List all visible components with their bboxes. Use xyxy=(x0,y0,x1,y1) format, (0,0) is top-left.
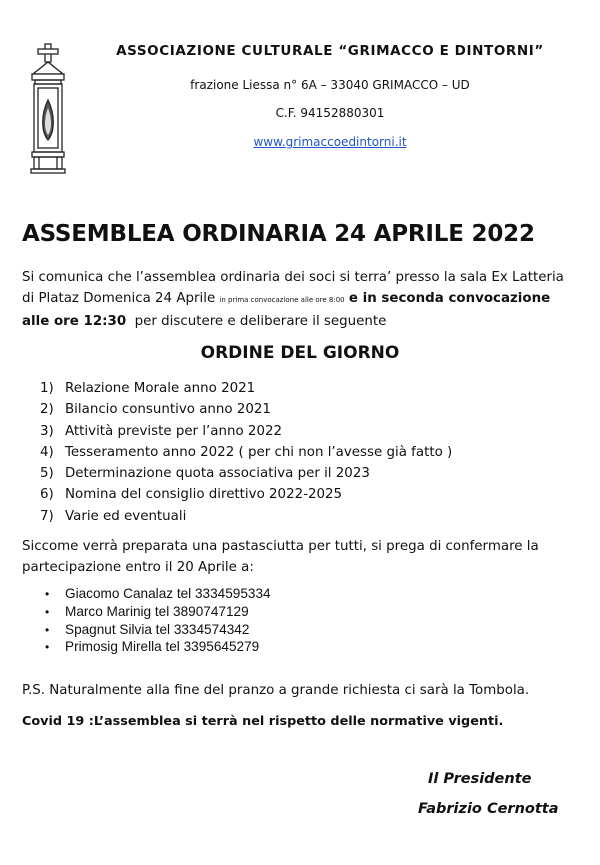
list-item xyxy=(40,484,452,505)
item-number: 2) xyxy=(40,402,54,418)
org-address: frazione Liessa n° 6A – 33040 GRIMACCO – UD xyxy=(190,78,470,92)
item-number: 1) xyxy=(40,381,54,396)
lunch-note: Siccome verrà preparata una pastasciutta per tutti, si prega di confermare la partecipazione entro il 20 Aprile a: xyxy=(22,539,539,575)
bullet-icon: • xyxy=(45,587,50,601)
item-text: Nomina del consiglio direttivo 2022-2025 xyxy=(65,487,343,503)
list-item xyxy=(40,442,452,463)
list-item xyxy=(40,421,452,442)
item-text: Attività previste per l’anno 2022 xyxy=(65,423,283,439)
signature-role: Il Presidente xyxy=(428,771,532,787)
item-text: Relazione Morale anno 2021 xyxy=(65,381,256,396)
contact-text: Spagnut Silvia tel 3334574342 xyxy=(65,621,250,637)
item-number: 4) xyxy=(40,444,54,460)
list-item xyxy=(40,399,452,420)
intro-paragraph xyxy=(22,267,578,332)
list-item xyxy=(40,506,452,527)
contact-text: Marco Marinig tel 3890747129 xyxy=(65,603,249,619)
contact-text: Giacomo Canalaz tel 3334595334 xyxy=(65,586,271,601)
agenda-title: ORDINE DEL GIORNO xyxy=(200,343,400,363)
org-name: ASSOCIAZIONE CULTURALE “GRIMACCO E DINTORNI” xyxy=(116,43,544,59)
bullet-icon: • xyxy=(45,640,50,655)
contact-text: Primosig Mirella tel 3395645279 xyxy=(65,639,260,655)
item-number: 3) xyxy=(40,423,54,439)
tax-code: C.F. 94152880301 xyxy=(275,106,385,120)
list-item xyxy=(45,638,271,656)
list-item xyxy=(40,378,452,399)
intro-text: Si comunica che l’assemblea ordinaria dei soci si terra’ presso la sala Ex Latteria di Plataz Domenica 24 Aprile xyxy=(22,270,564,306)
list-item xyxy=(40,463,452,484)
second-call-text: e in seconda convocazione alle ore 12:30 xyxy=(22,291,551,329)
item-text: Determinazione quota associativa per il 2023 xyxy=(65,466,370,482)
agenda-list xyxy=(40,378,452,527)
first-call-note: in prima convocazione alle ore 8:00 xyxy=(219,296,345,304)
item-number: 5) xyxy=(40,466,54,482)
covid-note: Covid 19 :L’assemblea si terrà nel rispetto delle normative vigenti. xyxy=(22,714,504,729)
list-item xyxy=(45,585,271,603)
list-item xyxy=(45,603,271,621)
list-item xyxy=(45,621,271,639)
item-text: Tesseramento anno 2022 ( per chi non l’avesse già fatto ) xyxy=(65,444,453,460)
item-number: 7) xyxy=(40,508,54,524)
bullet-icon: • xyxy=(45,622,50,637)
item-text: Bilancio consuntivo anno 2021 xyxy=(65,402,271,418)
bullet-icon: • xyxy=(45,604,50,619)
lantern-cross-icon xyxy=(28,42,68,174)
ps-note: P.S. Naturalmente alla fine del pranzo a grande richiesta ci sarà la Tombola. xyxy=(22,683,530,698)
page-title: ASSEMBLEA ORDINARIA 24 APRILE 2022 xyxy=(22,221,535,247)
contact-list xyxy=(45,585,271,656)
signature-name: Fabrizio Cernotta xyxy=(418,801,559,817)
website-link[interactable]: www.grimaccoedintorni.it xyxy=(253,135,407,149)
item-text: Varie ed eventuali xyxy=(65,508,187,524)
item-number: 6) xyxy=(40,487,54,503)
intro-text-end: per discutere e deliberare il seguente xyxy=(134,314,387,329)
